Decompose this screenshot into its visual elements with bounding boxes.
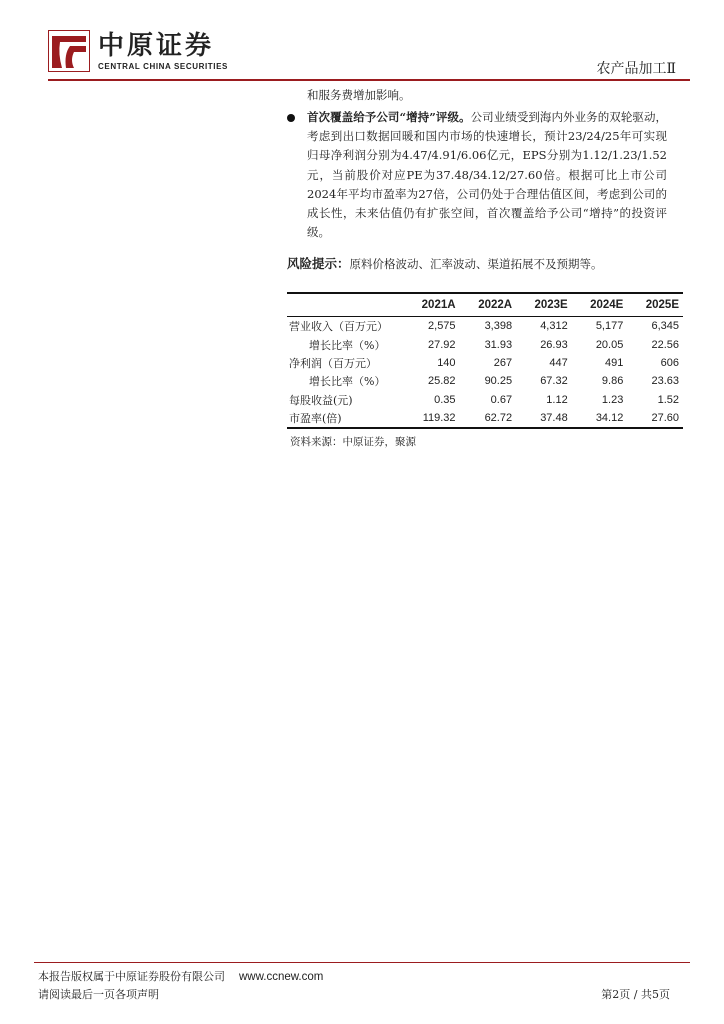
- footer-copyright-line: [38, 968, 323, 984]
- table-cell: 23.63: [651, 375, 679, 388]
- table-header-cell: 2022A: [460, 293, 517, 317]
- table-cell: 140: [437, 356, 456, 369]
- table-cell: 67.32: [540, 375, 568, 388]
- table-cell: 22.56: [651, 338, 679, 351]
- table-cell: 34.12: [572, 409, 628, 428]
- row-label: 市盈率(倍): [287, 409, 403, 428]
- table-cell: 5,177: [595, 320, 624, 333]
- table-cell: 0.35: [434, 393, 456, 406]
- row-label: 每股收益(元): [289, 393, 353, 407]
- table-header-cell: 2021A: [403, 293, 460, 317]
- table-header-cell: 2024E: [572, 293, 628, 317]
- rating-bullet: [287, 108, 667, 242]
- table-cell: 25.82: [428, 375, 456, 388]
- table-cell: 4,312: [540, 320, 568, 333]
- logo-english: CENTRAL CHINA SECURITIES: [98, 61, 228, 71]
- table-cell: 3,398: [484, 320, 513, 333]
- table-cell: 447: [549, 356, 568, 369]
- table-row: [287, 391, 683, 409]
- table-cell: 1.12: [546, 393, 568, 406]
- rating-text: 公司业绩受到海内外业务的双轮驱动，考虑到出口数据回暖和国内市场的快速增长，预计23/24/25年可实现归母净利润分别为4.47/4.91/6.06亿元，EPS分别为1.12/1.23/1.52元，当前股价对应PE为37.48/34.12/27.60倍。根据可比上市公司2024年平均市盈率为27倍，公司仍处于合理估值区间，考虑到公司的成长性，未来估值仍有扩张空间，首次覆盖给予公司“增持”的投资评级。: [307, 110, 668, 240]
- risk-label: 风险提示：: [287, 256, 350, 271]
- table-header-cell: [287, 293, 403, 317]
- table-row: [287, 409, 683, 428]
- table-cell: 90.25: [484, 375, 513, 388]
- row-label: 增长比率（%）: [309, 375, 386, 389]
- table-source: 资料来源：中原证券，聚源: [290, 436, 416, 448]
- footer-copyright: 本报告版权属于中原证券股份有限公司: [38, 970, 225, 983]
- logo-mark-icon: [48, 30, 90, 72]
- risk-text: 原料价格波动、汇率波动、渠道拓展不及预期等。: [349, 257, 603, 271]
- rating-lead: 首次覆盖给予公司“增持”评级。: [307, 110, 471, 124]
- risk-warning: [287, 255, 603, 273]
- table-cell: 26.93: [540, 338, 568, 351]
- table-cell: 119.32: [403, 409, 460, 428]
- table-cell: 37.48: [516, 409, 572, 428]
- logo-chinese: 中原证券: [98, 30, 215, 61]
- row-label: 增长比率（%）: [309, 338, 386, 352]
- table-cell: 0.67: [490, 393, 513, 406]
- page-number: 第2页 / 共5页: [601, 988, 670, 1001]
- table-cell: 606: [660, 356, 679, 369]
- table-header-row: [287, 293, 683, 317]
- table-row: [287, 335, 683, 353]
- footer-disclaimer: 请阅读最后一页各项声明: [38, 988, 159, 1001]
- financial-table: [287, 292, 683, 429]
- table-cell: 62.72: [460, 409, 517, 428]
- table-cell: 27.92: [428, 338, 456, 351]
- logo: [48, 30, 228, 72]
- table-cell: 491: [604, 356, 624, 369]
- row-label: 净利润（百万元）: [289, 356, 377, 370]
- table-cell: 1.23: [601, 393, 624, 406]
- table-cell: 9.86: [601, 375, 624, 388]
- table-cell: 31.93: [484, 338, 513, 351]
- table-header-cell: 2025E: [627, 293, 683, 317]
- bullet-dot-icon: [287, 114, 295, 122]
- table-cell: 1.52: [657, 393, 679, 406]
- table-row: [287, 354, 683, 372]
- table-cell: 2,575: [428, 320, 456, 333]
- table-cell: 267: [493, 356, 513, 369]
- footer-divider: [34, 962, 690, 963]
- table-row: [287, 372, 683, 390]
- footer-url-link[interactable]: www.ccnew.com: [239, 971, 324, 983]
- header-divider: [48, 79, 690, 81]
- continued-line: 和服务费增加影响。: [307, 88, 411, 102]
- table-row: [287, 317, 683, 336]
- row-label: 营业收入（百万元）: [289, 320, 388, 334]
- table-cell: 6,345: [651, 320, 679, 333]
- table-header-cell: 2023E: [516, 293, 572, 317]
- table-cell: 20.05: [595, 338, 624, 351]
- table-cell: 27.60: [627, 409, 683, 428]
- section-tag: 农产品加工Ⅱ: [596, 61, 676, 77]
